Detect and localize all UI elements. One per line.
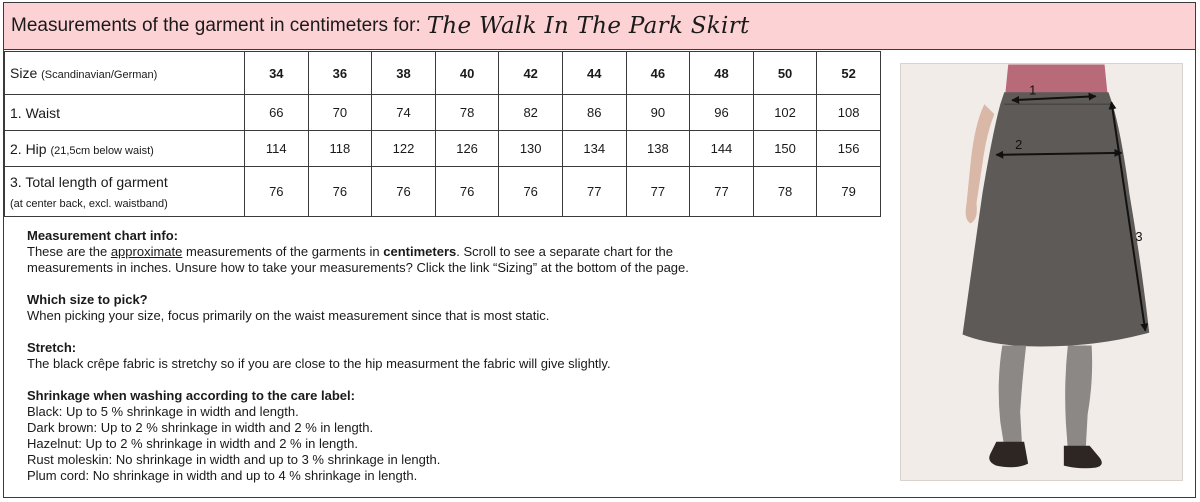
table-cell: 118 (308, 131, 372, 167)
table-cell: 70 (308, 95, 372, 131)
shrinkage-line: Hazelnut: Up to 2 % shrinkage in width and 2 % in length. (27, 436, 358, 451)
shrinkage-line: Rust moleskin: No shrinkage in width and up to 3 % shrinkage in length. (27, 452, 441, 467)
row-label-text: 2. Hip (10, 140, 47, 157)
size-label-cell (5, 52, 245, 95)
table-cell: 82 (499, 95, 563, 131)
shrinkage-heading: Shrinkage when washing according to the care label: (27, 388, 355, 403)
shrinkage-line: Plum cord: No shrinkage in width and up to 4 % shrinkage in length. (27, 468, 418, 483)
size-header: 46 (626, 52, 690, 95)
right-leg (1065, 345, 1092, 449)
skirt-shape (963, 92, 1150, 346)
header-lead: Measurements of the garment in centimeters for: (11, 15, 421, 36)
centimeters-word: centimeters (383, 244, 457, 259)
size-note: (Scandinavian/German) (41, 69, 158, 81)
length-marker: 3 (1135, 229, 1143, 245)
chart-info-part: measurements of the garments in (182, 244, 384, 259)
table-cell: 78 (435, 95, 499, 131)
table-cell: 76 (435, 167, 499, 217)
row-label-text: 1. Waist (10, 104, 61, 121)
table-cell: 96 (690, 95, 754, 131)
chart-info-text (27, 244, 877, 260)
chart-info-line2: measurements in inches. Unsure how to take your measurements? Click the link “Sizing” at the bottom of the page. (27, 260, 689, 275)
size-label: Size (10, 65, 38, 81)
size-header: 50 (753, 52, 817, 95)
row-label-note: (21,5cm below waist) (50, 144, 154, 157)
table-cell: 108 (817, 95, 881, 131)
info-section (27, 228, 877, 500)
top-garment (1005, 64, 1107, 94)
skirt-photo (900, 63, 1183, 481)
size-header: 38 (372, 52, 436, 95)
row-label (5, 167, 245, 217)
table-cell: 122 (372, 131, 436, 167)
table-cell: 77 (626, 167, 690, 217)
table-cell: 90 (626, 95, 690, 131)
table-cell: 102 (753, 95, 817, 131)
table-row-length (5, 167, 881, 217)
table-cell: 76 (499, 167, 563, 217)
size-header: 48 (690, 52, 754, 95)
table-cell: 114 (245, 131, 309, 167)
table-row-waist (5, 95, 881, 131)
row-label-text: 3. Total length of garment (10, 173, 168, 190)
product-name: The Walk In The Park Skirt (426, 13, 750, 39)
table-cell: 144 (690, 131, 754, 167)
chart-header (4, 3, 1195, 50)
chart-info-part: These are the (27, 244, 111, 259)
table-cell: 76 (245, 167, 309, 217)
table-cell: 79 (817, 167, 881, 217)
size-header: 42 (499, 52, 563, 95)
table-cell: 76 (308, 167, 372, 217)
row-label-sub: (at center back, excl. waistband) (10, 197, 168, 210)
size-header: 36 (308, 52, 372, 95)
table-cell: 150 (753, 131, 817, 167)
size-header: 34 (245, 52, 309, 95)
skirt-illustration (901, 64, 1182, 480)
table-cell: 76 (372, 167, 436, 217)
hip-marker: 2 (1015, 136, 1023, 152)
size-header: 52 (817, 52, 881, 95)
size-table (4, 51, 881, 217)
chart-info-heading: Measurement chart info: (27, 228, 178, 243)
table-row-hip (5, 131, 881, 167)
info-block-stretch (27, 340, 877, 372)
table-cell: 77 (690, 167, 754, 217)
table-cell: 156 (817, 131, 881, 167)
stretch-text: The black crêpe fabric is stretchy so if you are close to the hip measurment the fabric will give slightly. (27, 356, 611, 371)
approximate-word: approximate (110, 244, 183, 259)
pick-heading: Which size to pick? (27, 292, 148, 307)
right-shoe (1064, 446, 1102, 469)
chart-info-part: . Scroll to see a separate chart for the (456, 244, 674, 259)
shrinkage-line: Dark brown: Up to 2 % shrinkage in width and 2 % in length. (27, 420, 374, 435)
table-cell: 130 (499, 131, 563, 167)
table-cell: 66 (245, 95, 309, 131)
table-cell: 77 (562, 167, 626, 217)
table-cell: 74 (372, 95, 436, 131)
table-cell: 86 (562, 95, 626, 131)
size-header: 44 (562, 52, 626, 95)
table-cell: 138 (626, 131, 690, 167)
row-label (5, 95, 245, 131)
left-leg (999, 345, 1026, 446)
table-cell: 126 (435, 131, 499, 167)
stretch-heading: Stretch: (27, 340, 77, 355)
info-block-pick (27, 292, 877, 324)
size-header: 40 (435, 52, 499, 95)
table-header-row (5, 52, 881, 95)
left-shoe (989, 442, 1028, 467)
table-cell: 78 (753, 167, 817, 217)
pick-text: When picking your size, focus primarily on the waist measurement since that is most static. (27, 308, 550, 323)
waist-marker: 1 (1029, 82, 1037, 98)
shrinkage-line: Black: Up to 5 % shrinkage in width and length. (27, 404, 299, 419)
info-block-chart (27, 228, 877, 276)
info-block-shrinkage (27, 388, 877, 484)
row-label (5, 131, 245, 167)
table-cell: 134 (562, 131, 626, 167)
